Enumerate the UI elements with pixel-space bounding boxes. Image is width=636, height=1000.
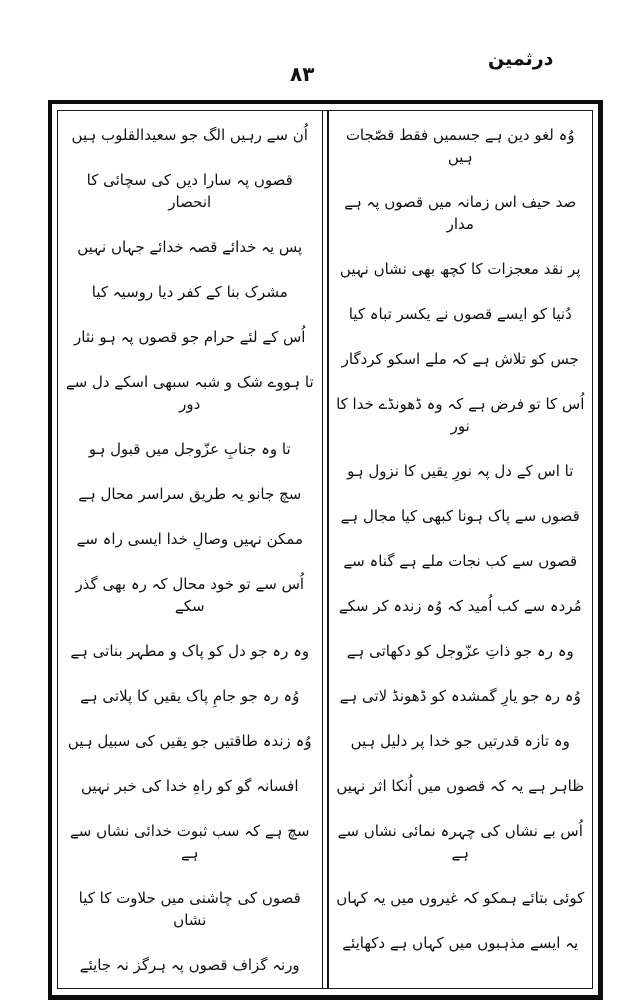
verse-line-right: کوئی بتائے ہمکو کہ غیروں میں یہ کہاں: [336, 889, 585, 907]
verse-frame-inner-border: [57, 110, 593, 989]
verse-line-right: وُہ رہ جو یارِ گمشدہ کو ڈھونڈ لاتی ہے: [339, 687, 581, 705]
verse-line-left: افسانہ گو کو راہِ خدا کی خبر نہیں: [80, 777, 299, 795]
verse-line-right: قصوں سے کب نجات ملے ہے گناہ سے: [343, 552, 578, 570]
verse-line-left: سچ جانو یہ طریق سراسر محال ہے: [78, 485, 302, 503]
verse-line-right: یہ ایسے مذہبوں میں کہاں ہے دکھایئے: [342, 934, 579, 952]
verse-line-right: اُس بے نشاں کی چہرہ نمائی نشاں سے ہے: [337, 822, 583, 862]
verse-line-left: اُس سے تو خود محال کہ رہ بھی گذر سکے: [75, 575, 305, 615]
verse-line-right: جس کو تلاش ہے کہ ملے اسکو کردگار: [341, 350, 579, 368]
verse-line-right: دُنیا کو ایسے قصوں نے یکسر تباہ کیا: [348, 305, 572, 323]
verse-line-left: قصوں پہ سارا دیں کی سچائی کا انحصار: [86, 171, 293, 211]
verse-line-right: اُس کا تو فرض ہے کہ وہ ڈھونڈے خدا کا نور: [336, 395, 585, 435]
verse-line-left: سچ ہے کہ سب ثبوت خدائی نشاں سے ہے: [70, 822, 310, 862]
verse-line-right: ظاہر ہے یہ کہ قصوں میں اُنکا اثر نہیں: [336, 777, 585, 795]
running-header-book-title: درثمین: [488, 48, 554, 70]
verse-line-right: قصوں سے پاک ہونا کبھی کیا مجال ہے: [340, 507, 580, 525]
verse-line-right: وہ رہ جو ذاتِ عزّوجل کو دکھاتی ہے: [346, 642, 574, 660]
verse-line-left: وہ رہ جو دل کو پاک و مطہر بناتی ہے: [70, 642, 310, 660]
verse-line-left: اُن سے رہیں الگ جو سعیدالقلوب ہیں: [71, 126, 308, 144]
verse-line-left: ورنہ گزاف قصوں پہ ہرگز نہ جایئے: [79, 956, 300, 974]
verse-line-right: وُہ لغو دین ہے جسمیں فقط قصّجات ہیں: [345, 126, 575, 166]
verse-line-left: پس یہ خدائے قصہ خدائے جہاں نہیں: [77, 238, 303, 256]
verse-line-left: تا ہووے شک و شبہ سبھی اسکے دل سے دور: [65, 373, 314, 413]
verse-line-left: اُس کے لئے حرام جو قصوں پہ ہو نثار: [74, 328, 306, 346]
verse-column-left: [58, 111, 323, 988]
verse-line-right: پر نقد معجزات کا کچھ بھی نشاں نہیں: [339, 260, 581, 278]
verse-line-right: صد حیف اس زمانہ میں قصوں پہ ہے مدار: [344, 193, 577, 233]
verse-line-left: وُہ رہ جو جامِ پاک یقیں کا پلاتی ہے: [80, 687, 300, 705]
verse-column-right: [327, 111, 593, 988]
verse-line-left: ممکن نہیں وصالِ خدا ایسی راہ سے: [76, 530, 303, 548]
page-number: ۸۳: [290, 62, 315, 86]
verse-line-right: مُردہ سے کب اُمید کہ وُہ زندہ کر سکے: [338, 597, 582, 615]
verse-line-left: قصوں کی چاشنی میں حلاوت کا کیا نشاں: [78, 889, 301, 929]
verse-line-right: وہ تازہ قدرتیں جو خدا پر دلیل ہیں: [350, 732, 570, 750]
verse-line-left: مشرک بنا کے کفر دیا روسیہ کیا: [91, 283, 288, 301]
verse-line-left: وُہ زندہ طاقتیں جو یقیں کی سبیل ہیں: [67, 732, 312, 750]
verse-frame-outer-border: [48, 100, 603, 1000]
verse-line-left: تا وہ جنابِ عزّوجل میں قبول ہو: [88, 440, 291, 458]
verse-line-right: تا اس کے دل پہ نورِ یقیں کا نزول ہو: [347, 462, 574, 480]
